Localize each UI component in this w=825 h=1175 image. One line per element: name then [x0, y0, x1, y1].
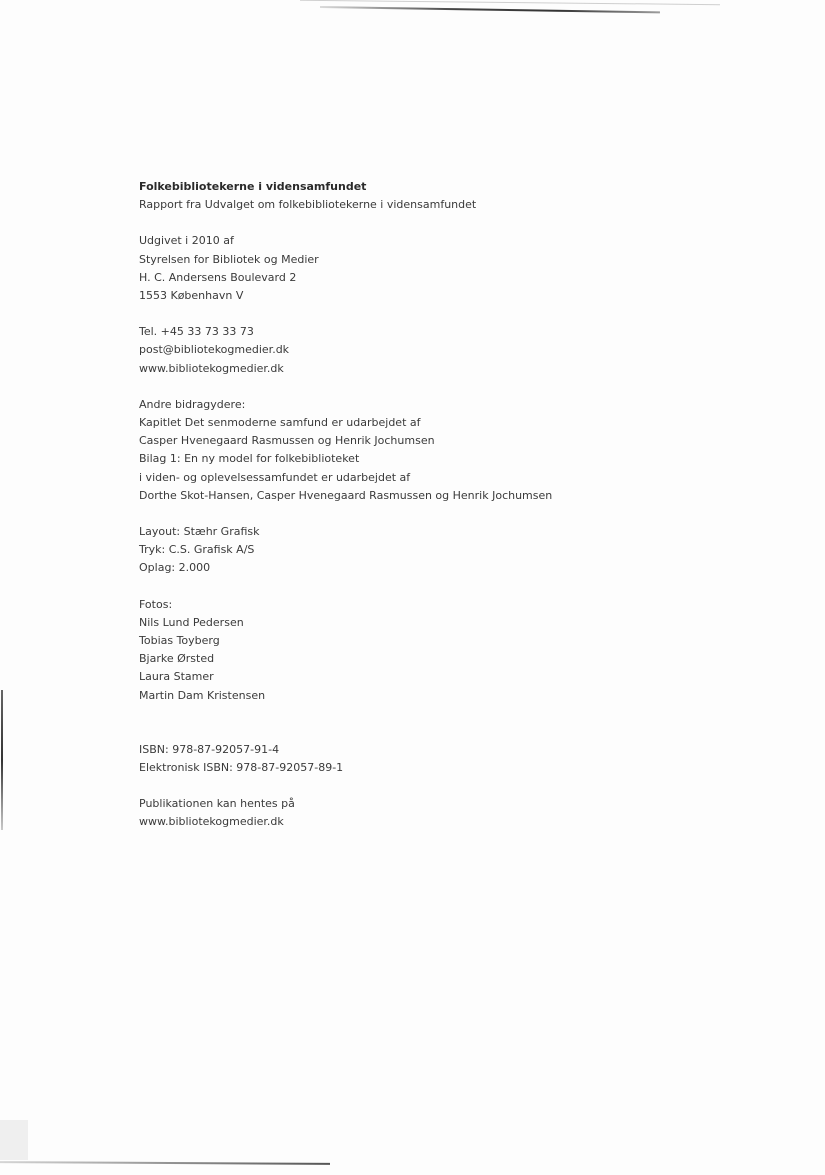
isbn-electronic: Elektronisk ISBN: 978-87-92057-89-1: [139, 761, 344, 775]
contributors-line: i viden- og oplevelsessamfundet er udarbejdet af: [139, 470, 411, 484]
availability-url: www.bibliotekogmedier.dk: [139, 815, 284, 829]
contact-block: [139, 323, 552, 378]
contact-website: www.bibliotekogmedier.dk: [139, 361, 284, 375]
availability-block: [139, 795, 552, 831]
isbn-block: [139, 741, 552, 777]
contributors-block: [139, 396, 552, 505]
document-subtitle: Rapport fra Udvalget om folkebibliotekerne i vidensamfundet: [139, 198, 477, 212]
photographer: Bjarke Ørsted: [139, 652, 215, 666]
production-layout: Layout: Stæhr Grafisk: [139, 525, 260, 539]
contact-email: post@bibliotekogmedier.dk: [139, 343, 290, 357]
production-print: Tryk: C.S. Grafisk A/S: [139, 543, 255, 557]
scan-edge-left: [1, 690, 3, 830]
publisher-city: 1553 København V: [139, 289, 244, 303]
scan-edge-bottom: [0, 1161, 330, 1165]
photographer: Martin Dam Kristensen: [139, 688, 266, 702]
photographer: Tobias Toyberg: [139, 634, 220, 648]
production-edition: Oplag: 2.000: [139, 561, 211, 575]
scan-edge-top-faint: [300, 0, 720, 5]
scan-edge-top: [320, 6, 660, 13]
contributors-line: Bilag 1: En ny model for folkebiblioteket: [139, 452, 360, 466]
publisher-block: [139, 232, 552, 305]
isbn-print: ISBN: 978-87-92057-91-4: [139, 742, 280, 756]
contributors-line: Casper Hvenegaard Rasmussen og Henrik Jochumsen: [139, 434, 435, 448]
colophon: [139, 178, 552, 832]
document-title: Folkebibliotekerne i vidensamfundet: [139, 180, 367, 193]
publisher-line: Udgivet i 2010 af: [139, 234, 234, 248]
contributors-line: Dorthe Skot-Hansen, Casper Hvenegaard Rasmussen og Henrik Jochumsen: [139, 488, 553, 502]
scan-corner-shadow: [0, 1120, 28, 1160]
photographer: Laura Stamer: [139, 670, 214, 684]
availability-text: Publikationen kan hentes på: [139, 797, 295, 811]
production-block: [139, 523, 552, 578]
contact-phone: Tel. +45 33 73 33 73: [139, 325, 254, 339]
photographer: Nils Lund Pedersen: [139, 615, 244, 629]
title-block: [139, 178, 552, 214]
contributors-heading: Andre bidragydere:: [139, 397, 246, 411]
photos-block: [139, 596, 552, 705]
publisher-street: H. C. Andersens Boulevard 2: [139, 270, 297, 284]
photos-heading: Fotos:: [139, 597, 173, 611]
contributors-line: Kapitlet Det senmoderne samfund er udarbejdet af: [139, 416, 421, 430]
publisher-name: Styrelsen for Bibliotek og Medier: [139, 252, 319, 266]
